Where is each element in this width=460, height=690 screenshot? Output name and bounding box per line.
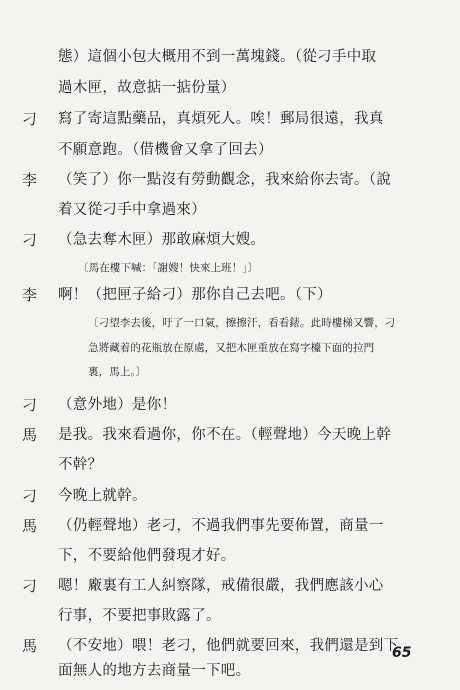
text-line: 行事，不要把事敗露了。 [58,608,221,624]
speaker-label: 刁 [22,577,38,595]
speaker-label: 刁 [22,487,38,505]
text-line: （仍輕聲地）老刁，不過我們事先要佈置，商量一 [58,518,384,534]
stage-direction: 〔刁望李去後，吁了一口氣，擦擦汗，看看錶。此時樓梯又響，刁 [88,317,396,329]
text-line: （急去奪木匣）那敢麻煩大嫂。 [58,232,266,248]
speaker-label: 李 [22,286,38,304]
page-number: 65 [392,645,412,661]
text-line: 今晚上就幹。 [58,488,147,504]
text-line: （笑了）你一點沒有勞動觀念，我來給你去寄。（說 [58,172,392,188]
stage-direction: 〔馬在樓下喊：「謝嫂！快來上班！」〕 [78,262,259,274]
speaker-label: 刁 [22,110,38,128]
stage-direction: 裏，馬上。〕 [88,366,147,378]
text-line: 態）這個小包大概用不到一萬塊錢。（從刁手中取 [58,49,377,65]
stage-direction: 急將藏着的花瓶放在原處，又把木匣重放在寫字檯下面的拉門 [88,342,375,354]
speaker-label: 馬 [22,637,38,655]
text-line: 不願意跑。（借機會又拿了回去） [58,142,273,158]
speaker-label: 刁 [22,231,38,249]
text-line: 面無人的地方去商量一下吧。 [58,663,251,679]
speaker-label: 馬 [22,426,38,444]
text-line: 是我。我來看過你，你不在。（輕聲地）今天晚上幹 [58,427,392,443]
speaker-label: 刁 [22,396,38,414]
text-line: 嗯！廠裏有工人糾察隊，戒備很嚴，我們應該小心 [58,578,384,594]
text-line: 着又從刁手中拿過來） [58,202,206,218]
text-line: 啊！（把匣子給刁）那你自己去吧。（下） [58,287,332,303]
text-line: 過木匣，故意掂一掂份量） [58,80,236,96]
text-line: （意外地）是你！ [58,397,177,413]
speaker-label: 李 [22,171,38,189]
text-line: （不安地）喂！老刁，他們就要回來，我們還是到下 [58,638,399,654]
text-line: 下，不要給他們發現才好。 [58,548,236,564]
speaker-label: 馬 [22,517,38,535]
text-line: 不幹？ [58,457,103,473]
text-line: 寫了寄這點藥品，真煩死人。唉！郵局很遠，我真 [58,111,384,127]
